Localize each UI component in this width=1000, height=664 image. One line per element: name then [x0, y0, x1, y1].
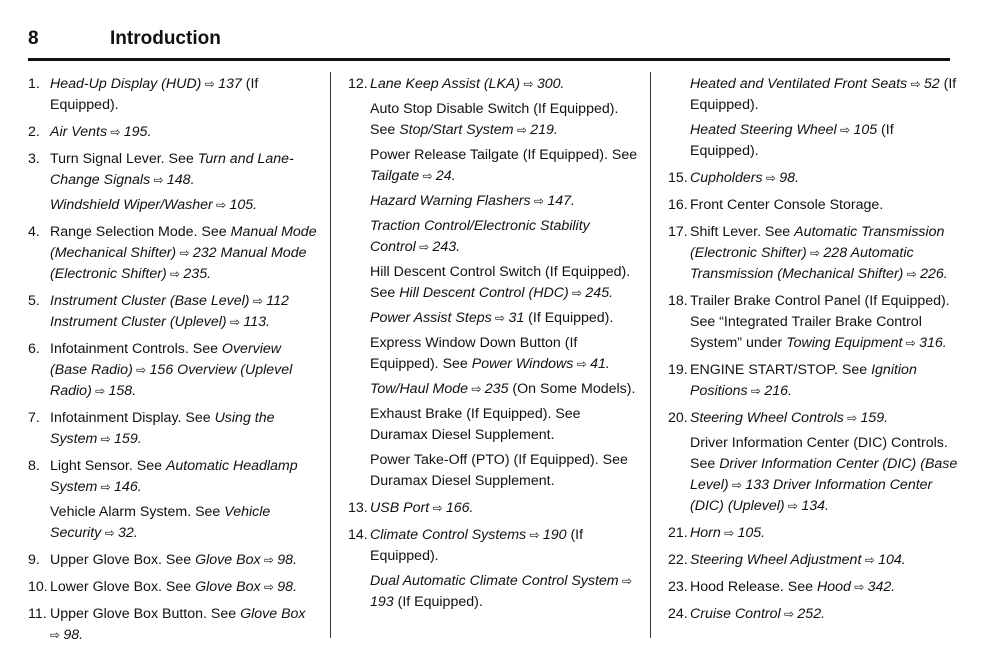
list-item	[28, 74, 318, 116]
item-text	[690, 433, 958, 517]
item-text-segment: Express Window Down Button (If Equipped). See	[370, 335, 578, 372]
cross-reference: 146.	[114, 479, 142, 495]
item-text	[690, 168, 958, 189]
page-reference-arrow-icon: ⇨	[850, 580, 868, 594]
cross-reference: 252.	[797, 606, 826, 622]
cross-reference: 137	[218, 76, 242, 92]
cross-reference: 98.	[779, 170, 800, 186]
item-text-segment: Trailer Brake Control Panel (If Equipped). See “Integrated Trailer Brake Control System” under	[690, 293, 950, 351]
cross-reference: Cupholders	[690, 170, 763, 186]
item-text-segment: (On Some Models).	[508, 381, 636, 397]
column-2	[348, 74, 638, 619]
cross-reference: Power Assist Steps	[370, 310, 492, 326]
item-text-segment: Upper Glove Box. See	[50, 552, 196, 568]
cross-reference: Ignition Positions	[690, 362, 917, 399]
list-item	[28, 339, 318, 402]
page-reference-arrow-icon: ⇨	[132, 363, 150, 377]
item-text-segment: Shift Lever. See	[690, 224, 795, 240]
cross-reference: 245.	[585, 285, 614, 301]
cross-reference: 166.	[445, 500, 474, 516]
cross-reference: Climate Control Systems	[370, 527, 527, 543]
list-item	[28, 291, 318, 333]
cross-reference: 159.	[860, 410, 889, 426]
item-text-segment: Upper Glove Box Button. See	[50, 606, 241, 622]
item-text-segment: Exhaust Brake (If Equipped). See Duramax Diesel Supplement.	[370, 406, 581, 443]
item-text	[690, 360, 958, 402]
list-item	[668, 291, 958, 354]
item-text	[690, 74, 958, 116]
list-item	[668, 74, 958, 162]
item-text-segment: Hood Release. See	[690, 579, 817, 595]
page-reference-arrow-icon: ⇨	[176, 246, 193, 260]
cross-reference: 316.	[919, 335, 947, 351]
page-reference-arrow-icon: ⇨	[97, 480, 115, 494]
item-number: 10.	[28, 579, 48, 595]
item-number: 2.	[28, 124, 40, 140]
cross-reference: Stop/Start System	[399, 122, 514, 138]
cross-reference: 98.	[277, 579, 298, 595]
item-text	[50, 502, 318, 544]
item-number: 21.	[668, 525, 688, 541]
page-reference-arrow-icon: ⇨	[520, 77, 537, 91]
item-number: 3.	[28, 151, 40, 167]
cross-reference: 219.	[530, 122, 558, 138]
item-number: 23.	[668, 579, 688, 595]
page-reference-arrow-icon: ⇨	[201, 77, 219, 91]
item-number: 20.	[668, 410, 688, 426]
cross-reference: 105.	[229, 197, 258, 213]
cross-reference: 133 Driver Information Center (DIC) (Uplevel)	[690, 477, 933, 514]
list-item	[668, 360, 958, 402]
item-text	[690, 523, 958, 544]
list-item	[668, 408, 958, 517]
page-reference-arrow-icon: ⇨	[568, 286, 586, 300]
cross-reference: Hood	[816, 579, 851, 595]
cross-reference: Tow/Haul Mode	[370, 381, 469, 397]
cross-reference: Automatic Headlamp System	[50, 458, 298, 495]
item-number: 4.	[28, 224, 40, 240]
page-reference-arrow-icon: ⇨	[107, 125, 124, 139]
item-text-segment: Auto Stop Disable Switch (If Equipped). See	[370, 101, 619, 138]
cross-reference: 52	[923, 76, 940, 92]
page-reference-arrow-icon: ⇨	[618, 574, 633, 588]
cross-reference: 158.	[108, 383, 137, 399]
header-rule	[28, 58, 950, 61]
item-text-segment: Turn Signal Lever. See	[50, 151, 198, 167]
cross-reference: 148.	[166, 172, 195, 188]
item-number: 19.	[668, 362, 688, 378]
item-number: 6.	[28, 341, 40, 357]
list-item	[348, 498, 638, 519]
cross-reference: Overview (Base Radio)	[50, 341, 282, 378]
item-number: 18.	[668, 293, 688, 309]
item-text-segment: Power Release Tailgate (If Equipped). See	[370, 147, 638, 163]
item-text	[690, 195, 958, 216]
item-number: 15.	[668, 170, 688, 186]
item-text	[370, 262, 638, 304]
item-text	[50, 456, 318, 498]
cross-reference: Steering Wheel Adjustment	[690, 552, 862, 568]
item-text	[690, 222, 958, 285]
page-reference-arrow-icon: ⇨	[415, 240, 433, 254]
page-reference-arrow-icon: ⇨	[260, 580, 278, 594]
page-reference-arrow-icon: ⇨	[728, 478, 746, 492]
page-reference-arrow-icon: ⇨	[530, 194, 548, 208]
list-item	[28, 456, 318, 544]
item-text-segment: ENGINE START/STOP. See	[690, 362, 872, 378]
page-reference-arrow-icon: ⇨	[419, 169, 436, 183]
list-item	[668, 523, 958, 544]
list-item	[668, 577, 958, 598]
item-text-segment: Light Sensor. See	[50, 458, 166, 474]
cross-reference: Head-Up Display (HUD)	[50, 76, 202, 92]
cross-reference: 134.	[801, 498, 829, 514]
section-title: Introduction	[110, 28, 221, 49]
item-text	[370, 404, 638, 446]
page-reference-arrow-icon: ⇨	[780, 607, 798, 621]
cross-reference: 235.	[183, 266, 212, 282]
page-reference-arrow-icon: ⇨	[97, 432, 115, 446]
cross-reference: Vehicle Security	[50, 504, 271, 541]
list-item	[28, 550, 318, 571]
page-reference-arrow-icon: ⇨	[902, 336, 920, 350]
item-text	[370, 525, 638, 567]
item-text-segment: (If Equipped).	[690, 76, 957, 113]
cross-reference: 232 Manual Mode (Electronic Shifter)	[50, 245, 307, 282]
list-item	[28, 408, 318, 450]
list-item	[668, 222, 958, 285]
page-reference-arrow-icon: ⇨	[806, 246, 824, 260]
item-text	[370, 450, 638, 492]
cross-reference: 342.	[867, 579, 896, 595]
cross-reference: Tailgate	[370, 168, 420, 184]
cross-reference: 193	[370, 594, 394, 610]
item-text	[690, 291, 958, 354]
item-text	[370, 191, 638, 212]
cross-reference: 226.	[920, 266, 948, 282]
item-text	[370, 99, 638, 141]
item-text	[50, 291, 318, 333]
item-text	[50, 550, 318, 571]
cross-reference: 235	[484, 381, 509, 397]
cross-reference: 112 Instrument Cluster (Uplevel)	[50, 293, 289, 330]
item-text	[690, 408, 958, 429]
cross-reference: 113.	[243, 314, 270, 330]
item-text	[690, 604, 958, 625]
item-text	[370, 571, 638, 613]
column-3	[668, 74, 958, 631]
cross-reference: Heated and Ventilated Front Seats	[690, 76, 908, 92]
cross-reference: 216.	[764, 383, 792, 399]
cross-reference: Glove Box	[195, 579, 261, 595]
cross-reference: Power Windows	[471, 356, 574, 372]
column-1	[28, 74, 318, 652]
cross-reference: Turn and Lane-Change Signals	[50, 151, 294, 188]
page-reference-arrow-icon: ⇨	[101, 526, 118, 540]
cross-reference: 105.	[737, 525, 766, 541]
list-item	[28, 577, 318, 598]
cross-reference: 147.	[547, 193, 575, 209]
cross-reference: 104.	[878, 552, 906, 568]
page-reference-arrow-icon: ⇨	[249, 294, 267, 308]
page-reference-arrow-icon: ⇨	[91, 384, 109, 398]
cross-reference: Air Vents	[50, 124, 108, 140]
cross-reference: Using the System	[50, 410, 275, 447]
column-divider	[650, 72, 651, 638]
cross-reference: 300.	[536, 76, 565, 92]
page-reference-arrow-icon: ⇨	[720, 526, 738, 540]
item-text-segment: Driver Information Center (DIC) Controls. See	[690, 435, 948, 472]
cross-reference: 24.	[435, 168, 456, 184]
item-text-segment: Lower Glove Box. See	[50, 579, 196, 595]
page-reference-arrow-icon: ⇨	[429, 501, 446, 515]
page-reference-arrow-icon: ⇨	[784, 499, 802, 513]
item-text	[50, 122, 318, 143]
cross-reference: 41.	[590, 356, 610, 372]
item-text	[690, 120, 958, 162]
item-text	[50, 577, 318, 598]
item-number: 1.	[28, 76, 40, 92]
list-item	[28, 122, 318, 143]
item-text	[370, 308, 638, 329]
item-text	[370, 333, 638, 375]
page-reference-arrow-icon: ⇨	[212, 198, 230, 212]
cross-reference: Driver Information Center (DIC) (Base Level)	[690, 456, 958, 493]
page-number: 8	[28, 28, 39, 49]
cross-reference: 243.	[432, 239, 461, 255]
item-text	[690, 577, 958, 598]
page-reference-arrow-icon: ⇨	[468, 382, 485, 396]
list-item	[668, 550, 958, 571]
item-text	[370, 379, 638, 400]
item-number: 7.	[28, 410, 40, 426]
cross-reference: Windshield Wiper/Washer	[50, 197, 213, 213]
cross-reference: 190	[542, 527, 567, 543]
list-item	[28, 604, 318, 646]
page-reference-arrow-icon: ⇨	[843, 411, 861, 425]
page-reference-arrow-icon: ⇨	[166, 267, 184, 281]
cross-reference: Traction Control/Electronic Stability Control	[370, 218, 590, 255]
item-text-segment: (If Equipped).	[393, 594, 483, 610]
item-text	[50, 74, 318, 116]
item-number: 24.	[668, 606, 688, 622]
list-item	[348, 74, 638, 492]
item-text-segment: Hill Descent Control Switch (If Equipped). See	[370, 264, 631, 301]
item-text	[370, 498, 638, 519]
page-reference-arrow-icon: ⇨	[226, 315, 244, 329]
item-number: 9.	[28, 552, 40, 568]
page-reference-arrow-icon: ⇨	[513, 123, 531, 137]
item-number: 14.	[348, 527, 368, 543]
page-reference-arrow-icon: ⇨	[260, 553, 278, 567]
item-text-segment: Power Take-Off (PTO) (If Equipped). See Duramax Diesel Supplement.	[370, 452, 628, 489]
item-number: 5.	[28, 293, 40, 309]
item-number: 8.	[28, 458, 40, 474]
cross-reference: 156 Overview (Uplevel Radio)	[50, 362, 293, 399]
cross-reference: Hill Descent Control (HDC)	[399, 285, 569, 301]
cross-reference: 105	[853, 122, 878, 138]
cross-reference: Lane Keep Assist (LKA)	[370, 76, 521, 92]
page-reference-arrow-icon: ⇨	[747, 384, 765, 398]
page-reference-arrow-icon: ⇨	[526, 528, 543, 542]
list-item	[28, 222, 318, 285]
cross-reference: Horn	[690, 525, 721, 541]
item-text	[370, 216, 638, 258]
cross-reference: Manual Mode (Mechanical Shifter)	[50, 224, 317, 261]
item-text-segment: Range Selection Mode. See	[50, 224, 231, 240]
item-text	[50, 222, 318, 285]
item-number: 12.	[348, 76, 368, 92]
item-text	[50, 408, 318, 450]
page-reference-arrow-icon: ⇨	[903, 267, 921, 281]
page-header	[28, 28, 950, 62]
cross-reference: 31	[508, 310, 525, 326]
item-text-segment: (If Equipped).	[524, 310, 614, 326]
cross-reference: Automatic Transmission (Electronic Shifter)	[690, 224, 945, 261]
cross-reference: Glove Box	[240, 606, 306, 622]
item-text	[50, 604, 318, 646]
item-text-segment: Infotainment Controls. See	[50, 341, 222, 357]
item-text	[370, 145, 638, 187]
page-reference-arrow-icon: ⇨	[762, 171, 780, 185]
cross-reference: Hazard Warning Flashers	[370, 193, 531, 209]
cross-reference: Towing Equipment	[786, 335, 903, 351]
list-item	[668, 168, 958, 189]
cross-reference: Cruise Control	[690, 606, 781, 622]
cross-reference: 195.	[123, 124, 152, 140]
list-item	[28, 149, 318, 216]
cross-reference: 32.	[117, 525, 138, 541]
cross-reference: Dual Automatic Climate Control System	[370, 573, 619, 589]
cross-reference: 228 Automatic Transmission (Mechanical Shifter)	[690, 245, 914, 282]
item-text-segment: Vehicle Alarm System. See	[50, 504, 225, 520]
page-reference-arrow-icon: ⇨	[907, 77, 924, 91]
page-reference-arrow-icon: ⇨	[836, 123, 854, 137]
item-text-segment: (If Equipped).	[690, 122, 894, 159]
cross-reference: Instrument Cluster (Base Level)	[50, 293, 250, 309]
item-text	[370, 74, 638, 95]
item-text-segment: (If Equipped).	[50, 76, 259, 113]
item-number: 17.	[668, 224, 688, 240]
cross-reference: 98.	[277, 552, 298, 568]
cross-reference: 98.	[63, 627, 84, 643]
item-text-segment: Front Center Console Storage.	[690, 197, 884, 213]
page-reference-arrow-icon: ⇨	[50, 628, 64, 642]
page-reference-arrow-icon: ⇨	[150, 173, 167, 187]
item-text	[50, 149, 318, 191]
item-number: 22.	[668, 552, 688, 568]
list-item	[668, 195, 958, 216]
page-reference-arrow-icon: ⇨	[491, 311, 509, 325]
list-item	[668, 604, 958, 625]
cross-reference: Glove Box	[195, 552, 261, 568]
item-text	[50, 339, 318, 402]
cross-reference: USB Port	[370, 500, 430, 516]
item-number: 11.	[28, 606, 47, 622]
cross-reference: Heated Steering Wheel	[690, 122, 837, 138]
page-reference-arrow-icon: ⇨	[573, 357, 591, 371]
cross-reference: Steering Wheel Controls	[690, 410, 844, 426]
item-text	[50, 195, 318, 216]
item-text-segment: Infotainment Display. See	[50, 410, 215, 426]
cross-reference: 159.	[114, 431, 142, 447]
list-item	[348, 525, 638, 613]
column-divider	[330, 72, 331, 638]
item-number: 16.	[668, 197, 688, 213]
item-number: 13.	[348, 500, 368, 516]
item-text	[690, 550, 958, 571]
page-reference-arrow-icon: ⇨	[861, 553, 879, 567]
item-text-segment: (If Equipped).	[370, 527, 584, 564]
